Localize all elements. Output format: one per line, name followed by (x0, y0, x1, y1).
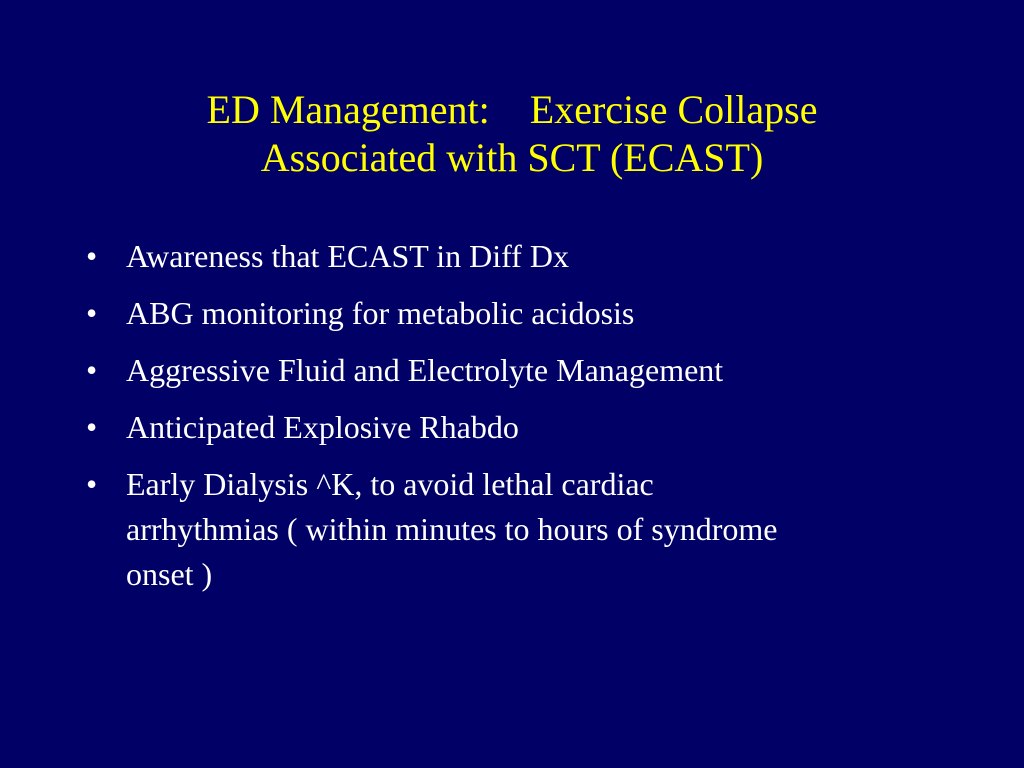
bullet-dot-icon: • (86, 295, 98, 331)
bullet-text-line: Early Dialysis ^K, to avoid lethal cardiac (126, 466, 654, 502)
bullet-text (126, 234, 946, 279)
bullet-text (126, 405, 946, 450)
bullet-dot-icon: • (86, 466, 98, 502)
slide-title (80, 86, 944, 182)
bullet-item (0, 462, 946, 597)
bullet-text-line: Anticipated Explosive Rhabdo (126, 409, 519, 445)
bullet-item (0, 291, 946, 336)
bullet-text-line: arrhythmias ( within minutes to hours of syndrome (126, 511, 778, 547)
bullet-item (0, 405, 946, 450)
bullet-text-line: onset ) (126, 556, 213, 592)
bullet-item (0, 348, 946, 393)
bullet-dot-icon: • (86, 238, 98, 274)
bullet-dot-icon: • (86, 352, 98, 388)
slide-title-line-2: Associated with SCT (ECAST) (260, 135, 764, 180)
bullet-list (0, 234, 1024, 609)
bullet-text (126, 348, 946, 393)
slide-title-line-1: ED Management: Exercise Collapse (206, 87, 818, 132)
bullet-text (126, 291, 946, 336)
bullet-text-line: Aggressive Fluid and Electrolyte Management (126, 352, 724, 388)
bullet-text-line: Awareness that ECAST in Diff Dx (126, 238, 569, 274)
bullet-dot-icon: • (86, 409, 98, 445)
bullet-text (126, 462, 946, 597)
bullet-text-line: ABG monitoring for metabolic acidosis (126, 295, 635, 331)
bullet-item (0, 234, 946, 279)
